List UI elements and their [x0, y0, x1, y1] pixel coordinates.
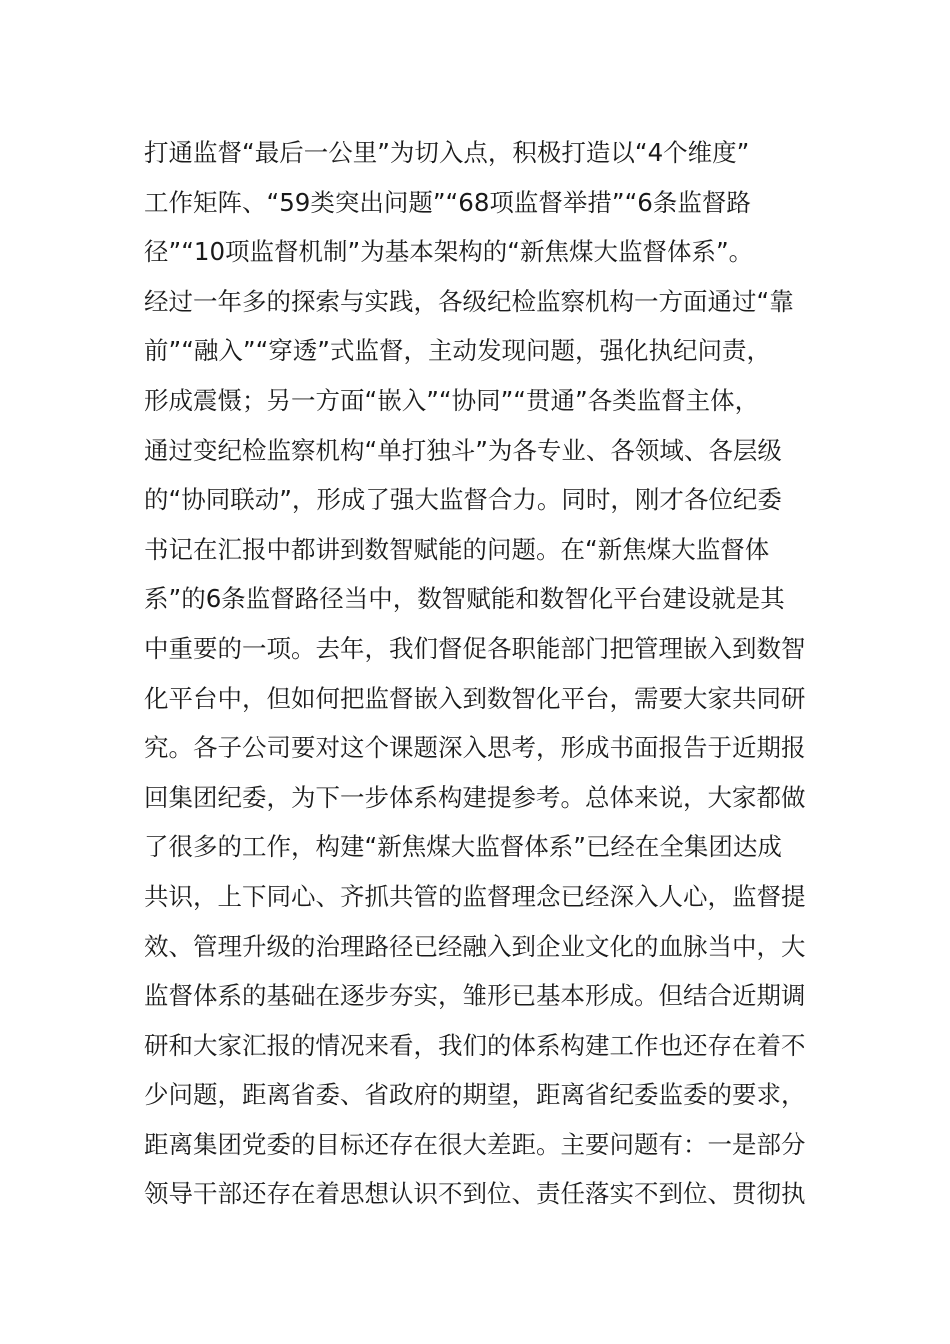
text-line: 系”的6条监督路径当中，数智赋能和数智化平台建设就是其 — [144, 584, 785, 614]
text-line: 监督体系的基础在逐步夯实，雏形已基本形成。但结合近期调 — [144, 981, 806, 1011]
text-line: 工作矩阵、“59类突出问题”“68项监督举措”“6条监督路 — [144, 187, 751, 217]
text-line: 究。各子公司要对这个课题深入思考，形成书面报告于近期报 — [144, 733, 806, 763]
text-line: 化平台中，但如何把监督嵌入到数智化平台，需要大家共同研 — [144, 683, 806, 713]
text-line: 效、管理升级的治理路径已经融入到企业文化的血脉当中，大 — [144, 931, 806, 961]
text-line: 回集团纪委，为下一步体系构建提参考。总体来说，大家都做 — [144, 782, 806, 812]
text-line: 共识，上下同心、齐抓共管的监督理念已经深入人心，监督提 — [144, 881, 806, 911]
text-line: 经过一年多的探索与实践，各级纪检监察机构一方面通过“靠 — [144, 286, 794, 316]
text-line: 距离集团党委的目标还存在很大差距。主要问题有：一是部分 — [144, 1129, 806, 1159]
text-line: 领导干部还存在着思想认识不到位、责任落实不到位、贯彻执 — [144, 1179, 806, 1209]
text-line: 打通监督“最后一公里”为切入点，积极打造以“4个维度” — [144, 138, 750, 167]
text-line: 形成震慑；另一方面“嵌入”“协同”“贯通”各类监督主体， — [144, 385, 760, 415]
text-line: 的“协同联动”，形成了强大监督合力。同时，刚才各位纪委 — [144, 485, 782, 515]
text-line: 通过变纪检监察机构“单打独斗”为各专业、各领域、各层级 — [144, 435, 782, 465]
text-line: 前”“融入”“穿透”式监督，主动发现问题，强化执纪问责， — [144, 336, 771, 366]
text-line: 书记在汇报中都讲到数智赋能的问题。在“新焦煤大监督体 — [144, 534, 770, 564]
text-line: 径”“10项监督机制”为基本架构的“新焦煤大监督体系”。 — [144, 237, 754, 267]
text-line: 中重要的一项。去年，我们督促各职能部门把管理嵌入到数智 — [144, 633, 806, 663]
text-line: 研和大家汇报的情况来看，我们的体系构建工作也还存在着不 — [144, 1030, 806, 1060]
text-line: 少问题，距离省委、省政府的期望，距离省纪委监委的要求， — [144, 1080, 806, 1110]
body-paragraph — [144, 128, 814, 1219]
text-line: 了很多的工作，构建“新焦煤大监督体系”已经在全集团达成 — [144, 832, 782, 862]
